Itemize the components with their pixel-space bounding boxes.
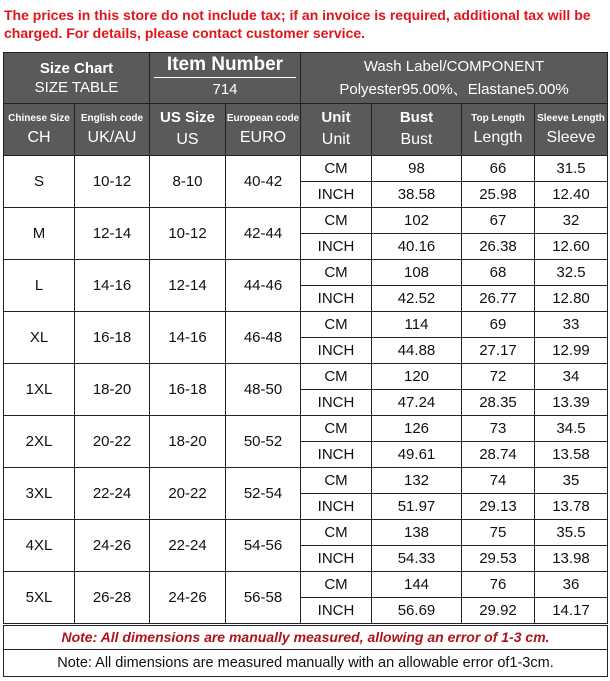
note-black: Note: All dimensions are measured manually with an allowable error of1-3cm. [3,649,608,677]
composition-text: Polyester95.00%、Elastane5.00% [339,81,569,98]
header-row-top [4,53,608,104]
sleeve-inch-cell: 13.98 [535,546,608,572]
bust-inch-cell: 40.16 [372,234,462,260]
length-cm-cell: 76 [462,572,535,598]
bust-inch-cell: 54.33 [372,546,462,572]
euro-size-cell: 54-56 [226,520,301,572]
chinese-size-cell: L [4,260,75,312]
euro-size-cell: 44-46 [226,260,301,312]
table-row [4,572,608,598]
bust-inch-cell: 56.69 [372,598,462,624]
item-number-label: Item Number [154,53,296,78]
column-header [4,104,75,156]
length-inch-cell: 28.35 [462,390,535,416]
column-header-top: US Size [159,109,216,126]
chinese-size-cell: 4XL [4,520,75,572]
bust-cm-cell: 132 [372,468,462,494]
euro-size-cell: 46-48 [226,312,301,364]
euro-size-cell: 50-52 [226,416,301,468]
bust-inch-cell: 38.58 [372,182,462,208]
column-header-bottom: UK/AU [87,128,137,146]
column-header-row [4,104,608,156]
uk-size-cell: 20-22 [75,416,150,468]
uk-size-cell: 22-24 [75,468,150,520]
length-inch-cell: 25.98 [462,182,535,208]
size-table-title: SIZE TABLE [34,79,119,96]
sleeve-cm-cell: 31.5 [535,156,608,182]
us-size-cell: 20-22 [150,468,226,520]
us-size-cell: 24-26 [150,572,226,624]
bust-cm-cell: 98 [372,156,462,182]
table-row [4,520,608,546]
table-row [4,416,608,442]
unit-cell: CM [301,208,372,234]
sleeve-inch-cell: 14.17 [535,598,608,624]
table-row [4,468,608,494]
chinese-size-cell: M [4,208,75,260]
bust-cm-cell: 144 [372,572,462,598]
item-number-value: 714 [212,81,238,98]
chinese-size-cell: S [4,156,75,208]
length-cm-cell: 69 [462,312,535,338]
chinese-size-cell: 5XL [4,572,75,624]
sleeve-cm-cell: 36 [535,572,608,598]
bust-cm-cell: 120 [372,364,462,390]
unit-cell: INCH [301,598,372,624]
length-inch-cell: 26.77 [462,286,535,312]
table-row [4,364,608,390]
length-inch-cell: 27.17 [462,338,535,364]
bust-cm-cell: 114 [372,312,462,338]
us-size-cell: 22-24 [150,520,226,572]
table-row [4,260,608,286]
unit-cell: CM [301,468,372,494]
chinese-size-cell: 3XL [4,468,75,520]
us-size-cell: 16-18 [150,364,226,416]
length-cm-cell: 73 [462,416,535,442]
wash-label-cell [301,53,608,104]
chinese-size-cell: XL [4,312,75,364]
table-row [4,156,608,182]
length-inch-cell: 29.13 [462,494,535,520]
bust-inch-cell: 49.61 [372,442,462,468]
table-row [4,208,608,234]
length-cm-cell: 67 [462,208,535,234]
uk-size-cell: 16-18 [75,312,150,364]
length-inch-cell: 28.74 [462,442,535,468]
uk-size-cell: 18-20 [75,364,150,416]
length-cm-cell: 74 [462,468,535,494]
column-header [226,104,301,156]
column-header-top: Top Length [471,112,525,124]
sleeve-inch-cell: 12.80 [535,286,608,312]
note-red: Note: All dimensions are manually measured, allowing an error of 1-3 cm. [3,625,608,650]
sleeve-inch-cell: 13.39 [535,390,608,416]
column-header-bottom: Sleeve [546,128,596,146]
uk-size-cell: 26-28 [75,572,150,624]
column-header-bottom: Bust [400,131,433,148]
column-header-bottom: EURO [239,128,287,146]
length-cm-cell: 66 [462,156,535,182]
length-inch-cell: 26.38 [462,234,535,260]
uk-size-cell: 14-16 [75,260,150,312]
length-cm-cell: 75 [462,520,535,546]
sleeve-cm-cell: 34 [535,364,608,390]
unit-cell: CM [301,416,372,442]
length-cm-cell: 72 [462,364,535,390]
us-size-cell: 12-14 [150,260,226,312]
sleeve-inch-cell: 12.40 [535,182,608,208]
length-inch-cell: 29.92 [462,598,535,624]
column-header-top: European code [226,112,300,124]
unit-cell: INCH [301,442,372,468]
column-header [75,104,150,156]
uk-size-cell: 12-14 [75,208,150,260]
us-size-cell: 10-12 [150,208,226,260]
sleeve-cm-cell: 34.5 [535,416,608,442]
euro-size-cell: 48-50 [226,364,301,416]
bust-inch-cell: 42.52 [372,286,462,312]
wash-label-title: Wash Label/COMPONENT [363,58,545,75]
column-header [301,104,372,156]
sleeve-cm-cell: 35 [535,468,608,494]
sleeve-cm-cell: 32 [535,208,608,234]
bust-cm-cell: 126 [372,416,462,442]
euro-size-cell: 52-54 [226,468,301,520]
table-row [4,312,608,338]
unit-cell: CM [301,572,372,598]
euro-size-cell: 42-44 [226,208,301,260]
unit-cell: CM [301,312,372,338]
unit-cell: CM [301,156,372,182]
unit-cell: INCH [301,546,372,572]
unit-cell: CM [301,260,372,286]
bust-inch-cell: 51.97 [372,494,462,520]
unit-cell: INCH [301,234,372,260]
column-header-top: Unit [321,109,351,126]
sleeve-inch-cell: 12.99 [535,338,608,364]
bust-inch-cell: 44.88 [372,338,462,364]
us-size-cell: 8-10 [150,156,226,208]
unit-cell: INCH [301,182,372,208]
sleeve-cm-cell: 32.5 [535,260,608,286]
unit-cell: INCH [301,494,372,520]
size-chart-title: Size Chart [39,60,114,77]
column-header-bottom: Unit [321,131,351,148]
us-size-cell: 14-16 [150,312,226,364]
item-number-cell [150,53,301,104]
chinese-size-cell: 2XL [4,416,75,468]
unit-cell: INCH [301,286,372,312]
column-header [150,104,226,156]
column-header-top: Bust [399,109,434,126]
unit-cell: INCH [301,338,372,364]
tax-notice: The prices in this store do not include tax; if an invoice is required, additional tax will be charged. For details, please contact customer service. [4,7,591,41]
column-header [372,104,462,156]
sleeve-cm-cell: 33 [535,312,608,338]
sleeve-inch-cell: 13.78 [535,494,608,520]
euro-size-cell: 56-58 [226,572,301,624]
chinese-size-cell: 1XL [4,364,75,416]
size-table [3,52,608,624]
unit-cell: CM [301,520,372,546]
column-header-top: English code [80,112,144,124]
euro-size-cell: 40-42 [226,156,301,208]
bust-cm-cell: 108 [372,260,462,286]
us-size-cell: 18-20 [150,416,226,468]
column-header [462,104,535,156]
column-header-bottom: Length [473,128,523,146]
length-inch-cell: 29.53 [462,546,535,572]
column-header-bottom: CH [27,128,51,146]
column-header-bottom: US [176,131,199,148]
bust-cm-cell: 138 [372,520,462,546]
bust-inch-cell: 47.24 [372,390,462,416]
sleeve-cm-cell: 35.5 [535,520,608,546]
unit-cell: INCH [301,390,372,416]
uk-size-cell: 24-26 [75,520,150,572]
column-header-top: Sleeve Length [537,112,605,124]
unit-cell: CM [301,364,372,390]
sleeve-inch-cell: 12.60 [535,234,608,260]
uk-size-cell: 10-12 [75,156,150,208]
column-header-top: Chinese Size [8,112,70,124]
size-chart-cell [4,53,150,104]
column-header [535,104,608,156]
length-cm-cell: 68 [462,260,535,286]
bust-cm-cell: 102 [372,208,462,234]
sleeve-inch-cell: 13.58 [535,442,608,468]
